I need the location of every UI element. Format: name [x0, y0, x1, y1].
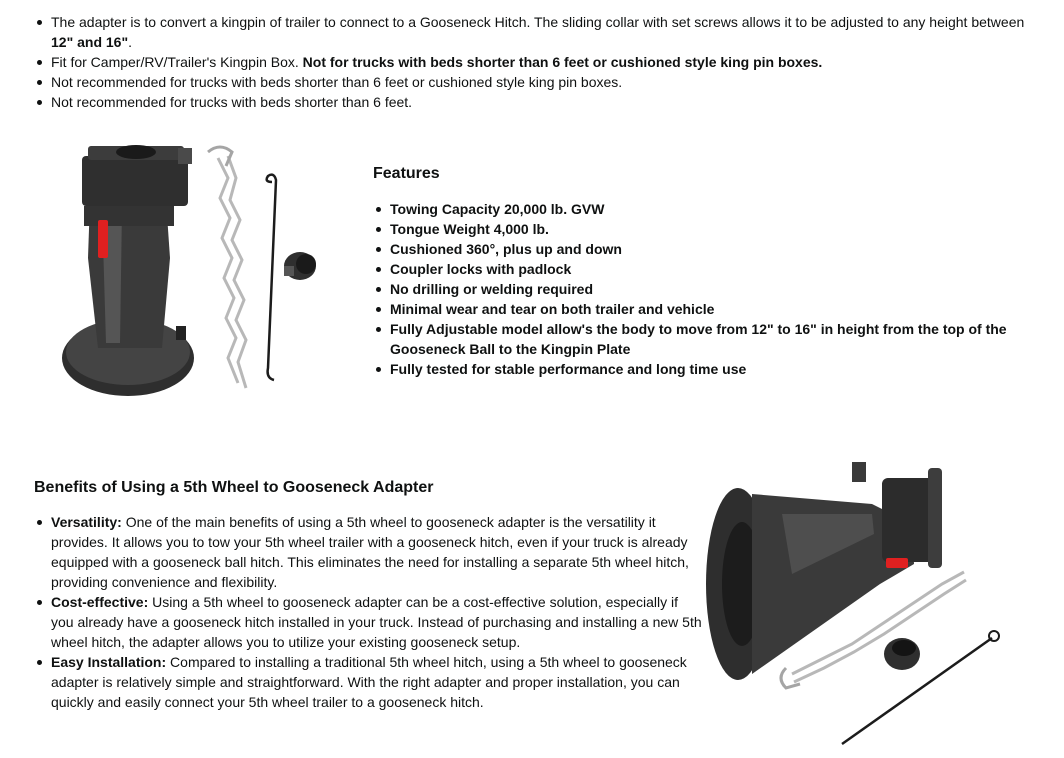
benefit-item [34, 592, 704, 652]
benefits-section [34, 478, 704, 712]
features-list [373, 199, 1013, 379]
feature-item: Tongue Weight 4,000 lb. [373, 219, 1013, 239]
benefit-label: Cost-effective: [51, 594, 149, 610]
benefit-item [34, 652, 704, 712]
benefit-label: Easy Installation: [51, 654, 167, 670]
bullet-text: Not recommended for trucks with beds shorter than 6 feet or cushioned style king pin boxes. [51, 74, 623, 90]
bullet-text: Fit for Camper/RV/Trailer's Kingpin Box. [51, 54, 303, 70]
feature-item: Cushioned 360°, plus up and down [373, 239, 1013, 259]
features-section [373, 164, 1013, 379]
benefit-text: Using a 5th wheel to gooseneck adapter can be a cost-effective solution, especially if you already have a gooseneck hitch installed in your truck. Instead of purchasing and installing a new 5th wheel hitch, the adapter allows you to utilize your existing gooseneck setup. [51, 594, 702, 650]
description-bullet-list [34, 12, 1034, 112]
benefit-text: Compared to installing a traditional 5th wheel hitch, using a 5th wheel to gooseneck adapter is relatively simple and straightforward. With the right adapter and proper installation, you can quickly and easily connect your 5th wheel trailer to a gooseneck hitch. [51, 654, 687, 710]
bullet-text: Not recommended for trucks with beds shorter than 6 feet. [51, 94, 413, 110]
feature-item: No drilling or welding required [373, 279, 1013, 299]
product-image-side-adapter [702, 454, 1012, 750]
description-bullet [34, 52, 1034, 72]
feature-item: Minimal wear and tear on both trailer and vehicle [373, 299, 1013, 319]
bullet-bold-text: 12" and 16" [51, 34, 129, 50]
benefit-label: Versatility: [51, 514, 122, 530]
benefit-item [34, 512, 704, 592]
benefit-text: One of the main benefits of using a 5th wheel to gooseneck adapter is the versatility it provides. It allows you to tow your 5th wheel trailer with a gooseneck hitch, even if your truck is already equipped with a gooseneck ball hitch. This eliminates the need for installing a separate 5th wheel hitch, providing convenience and flexibility. [51, 514, 689, 590]
feature-item: Towing Capacity 20,000 lb. GVW [373, 199, 1013, 219]
description-bullet [34, 12, 1034, 52]
feature-item: Fully Adjustable model allow's the body to move from 12" to 16" in height from the top of the Gooseneck Ball to the Kingpin Plate [373, 319, 1013, 359]
benefits-heading: Benefits of Using a 5th Wheel to Gooseneck Adapter [34, 479, 434, 496]
description-bullet [34, 72, 1034, 92]
feature-item: Coupler locks with padlock [373, 259, 1013, 279]
bullet-text: The adapter is to convert a kingpin of trailer to connect to a Gooseneck Hitch. The sliding collar with set screws allows it to be adjusted to any height between [51, 14, 1025, 30]
description-bullet [34, 92, 1034, 112]
features-heading: Features [373, 165, 440, 182]
bullet-bold-text: Not for trucks with beds shorter than 6 feet or cushioned style king pin boxes. [302, 54, 823, 70]
bullet-tail-text: . [128, 34, 132, 50]
feature-item: Fully tested for stable performance and long time use [373, 359, 1013, 379]
benefits-list [34, 512, 704, 712]
product-image-upright-adapter [58, 138, 328, 400]
